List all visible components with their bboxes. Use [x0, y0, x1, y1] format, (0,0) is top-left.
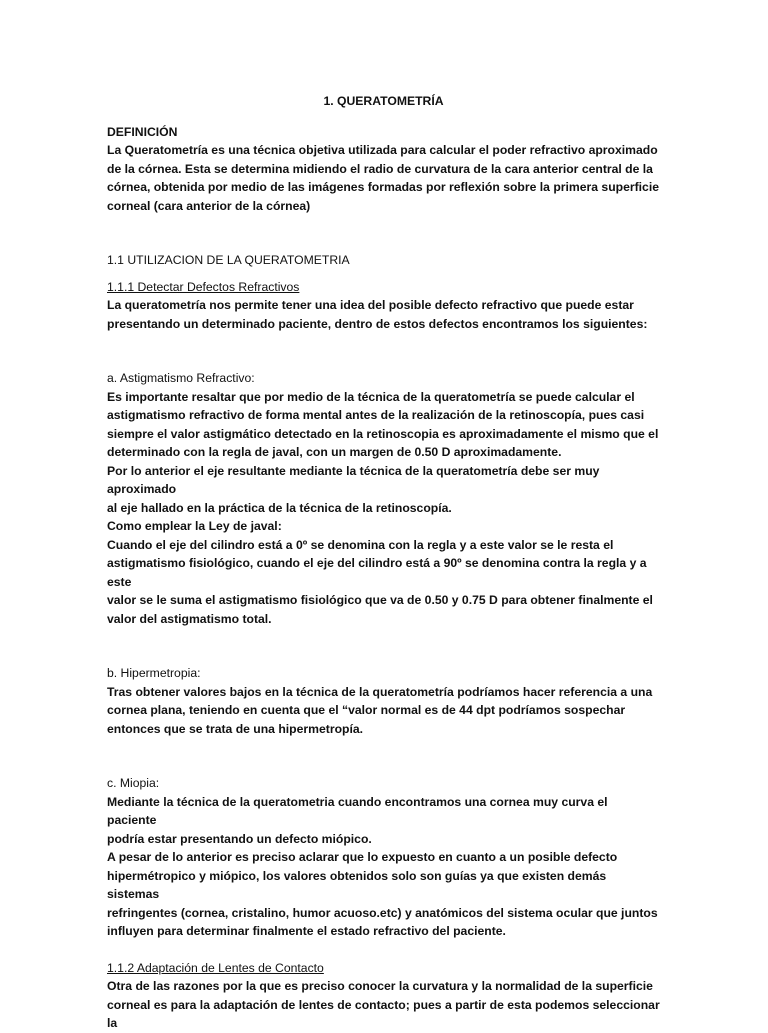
paragraph-line: determinado con la regla de javal, con un margen de 0.50 D aproximadamente. — [107, 445, 562, 459]
paragraph-line: Por lo anterior el eje resultante mediante la técnica de la queratometría debe ser muy aproximado — [107, 463, 600, 496]
paragraph-line: entonces que se trata de una hipermetropía. — [107, 721, 364, 736]
paragraph-line: astigmatismo refractivo de forma mental antes de la realización de la retinoscopía, pues casi — [107, 408, 645, 422]
paragraph-line: corneal es para la adaptación de lentes de contacto; pues a partir de esta podemos seleccionar la — [107, 997, 660, 1030]
item-heading-a: a. Astigmatismo Refractivo: — [107, 371, 255, 385]
paragraph-line: valor se le suma el astigmatismo fisiológico que va de 0.50 y 0.75 D para obtener finalmente el — [107, 593, 653, 607]
paragraph-line: La queratometría nos permite tener una idea del posible defecto refractivo que puede estar — [107, 298, 634, 312]
item-heading-b: b. Hipermetropia: — [107, 666, 201, 680]
spacer — [107, 270, 660, 278]
paragraph-line: al eje hallado en la práctica de la técnica de la retinoscopía. — [107, 500, 452, 515]
spacer — [107, 333, 660, 369]
item-heading-c: c. Miopia: — [107, 776, 160, 790]
paragraph-line: refringentes (cornea, cristalino, humor acuoso.etc) y anatómicos del sistema ocular que juntos — [107, 905, 658, 920]
definition-line: córnea, obtenida por medio de las imágenes formadas por reflexión sobre la primera superficie — [107, 180, 659, 194]
subsection-heading-1-1-2: 1.1.2 Adaptación de Lentes de Contacto — [107, 960, 324, 975]
spacer — [107, 628, 660, 664]
paragraph-line: A pesar de lo anterior es preciso aclarar que lo expuesto en cuanto a un posible defecto — [107, 850, 618, 864]
spacer — [107, 738, 660, 774]
section-heading-1-1: 1.1 UTILIZACION DE LA QUERATOMETRIA — [107, 253, 350, 267]
paragraph-line: podría estar presentando un defecto miópico. — [107, 831, 372, 846]
subsection-heading-1-1-1: 1.1.1 Detectar Defectos Refractivos — [107, 279, 300, 294]
definition-line: de la córnea. Esta se determina midiendo el radio de curvatura de la cara anterior central de la — [107, 161, 653, 176]
paragraph-line: astigmatismo fisiológico, cuando el eje del cilindro está a 90º se denomina contra la regla y a este — [107, 556, 647, 589]
paragraph-line: Mediante la técnica de la queratometria cuando encontramos una cornea muy curva el paciente — [107, 794, 608, 827]
paragraph-line: Tras obtener valores bajos en la técnica de la queratometría podríamos hacer referencia a una — [107, 684, 653, 699]
definition-line: corneal (cara anterior de la córnea) — [107, 198, 311, 213]
paragraph-line: valor del astigmatismo total. — [107, 611, 272, 626]
paragraph-line: influyen para determinar finalmente el estado refractivo del paciente. — [107, 924, 506, 938]
paragraph-line: Es importante resaltar que por medio de la técnica de la queratometría se puede calcular el — [107, 389, 635, 404]
definition-heading: DEFINICIÓN — [107, 124, 178, 139]
spacer — [107, 941, 660, 959]
definition-line: La Queratometría es una técnica objetiva utilizada para calcular el poder refractivo aproximado — [107, 143, 658, 157]
spacer — [107, 215, 660, 251]
paragraph-line: Como emplear la Ley de javal: — [107, 519, 282, 533]
document-title: 1. QUERATOMETRÍA — [323, 94, 444, 108]
paragraph-line: siempre el valor astigmático detectado en la retinoscopia es aproximadamente el mismo que el — [107, 426, 659, 441]
paragraph-line: hipermétropico y miópico, los valores obtenidos solo son guías ya que existen demás sistemas — [107, 868, 607, 901]
paragraph-line: presentando un determinado paciente, dentro de estos defectos encontramos los siguientes: — [107, 316, 648, 331]
paragraph-line: Cuando el eje del cilindro está a 0º se denomina con la regla y a este valor se le resta el — [107, 537, 614, 552]
paragraph-line: Otra de las razones por la que es preciso conocer la curvatura y la normalidad de la superficie — [107, 979, 653, 993]
paragraph-line: cornea plana, teniendo en cuenta que el “valor normal es de 44 dpt podríamos sospechar — [107, 703, 626, 717]
